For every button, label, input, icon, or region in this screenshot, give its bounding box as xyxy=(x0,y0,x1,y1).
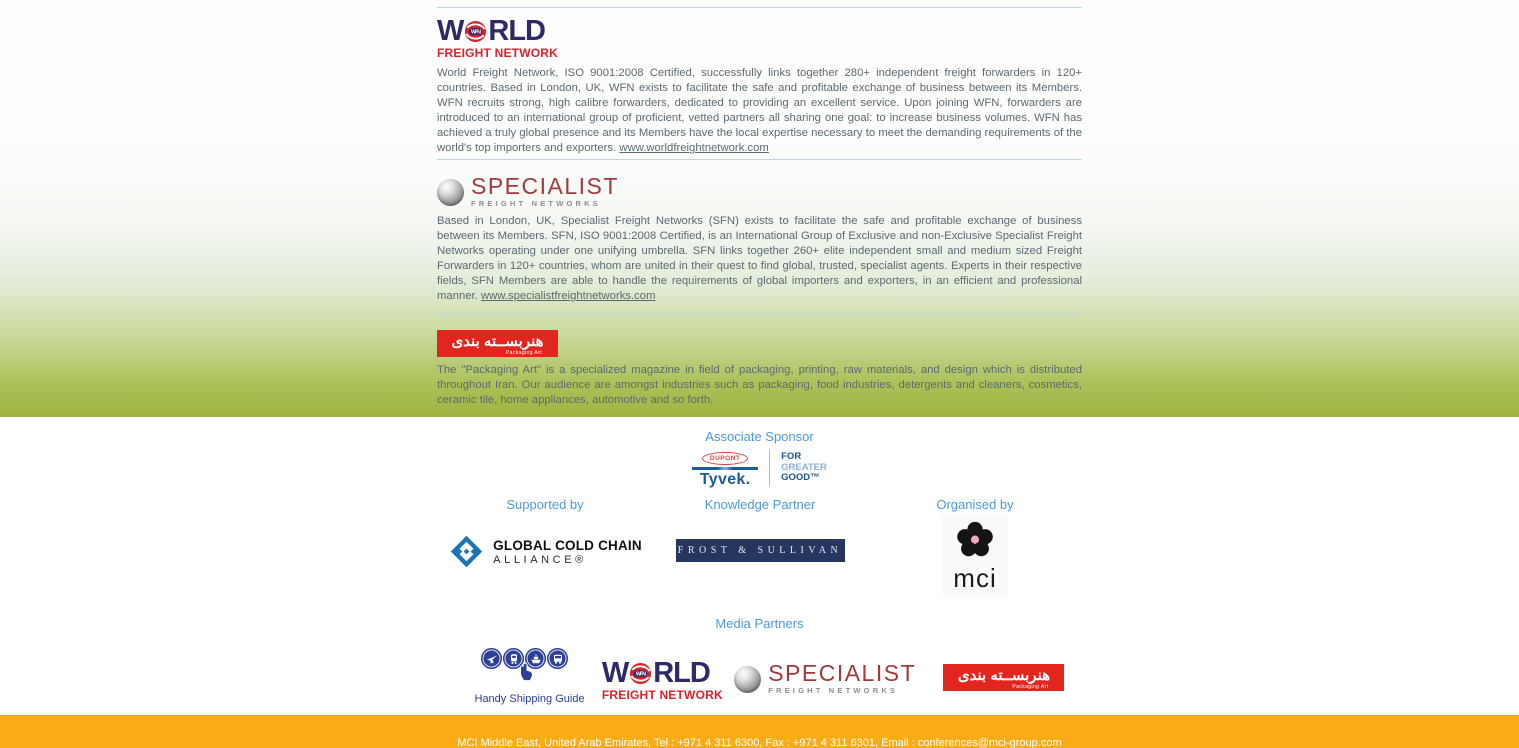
wfn-globe-icon xyxy=(464,20,487,43)
tyvek-wordmark: Tyvek. xyxy=(699,471,751,488)
packaging-art-description xyxy=(437,363,1082,408)
dupont-tyvek-logo xyxy=(0,447,1519,489)
wfn-link[interactable]: www.worldfreightnetwork.com xyxy=(619,142,769,155)
wfn-logo xyxy=(437,15,558,60)
organised-by-column xyxy=(868,497,1083,596)
wfn-logo-word-start: W xyxy=(437,15,464,47)
sponsors-section xyxy=(0,417,1519,715)
section-divider xyxy=(437,159,1082,160)
sfn-sphere-icon xyxy=(734,666,761,693)
supported-by-column xyxy=(438,497,653,596)
sfn-logo-title: SPECIALIST xyxy=(471,173,619,199)
associate-sponsor-heading: Associate Sponsor xyxy=(705,429,814,444)
packaging-art-logo-text: هنربســته بندی xyxy=(957,667,1051,684)
tagline-for: FOR xyxy=(781,451,802,463)
tagline-good: GOOD™ xyxy=(781,472,820,484)
gcca-line1: GLOBAL COLD CHAIN xyxy=(493,537,642,553)
packaging-art-media-logo xyxy=(943,664,1064,691)
wfn-globe-label: WFN xyxy=(471,29,481,36)
sfn-description xyxy=(437,214,1082,305)
mci-logo xyxy=(942,515,1008,596)
media-partners-row xyxy=(475,648,1065,705)
wfn-description xyxy=(437,66,1082,157)
sfn-logo-subtitle: FREIGHT NETWORKS xyxy=(471,199,601,208)
wfn-globe-icon xyxy=(629,662,652,685)
wfn-description-text: World Freight Network, ISO 9001:2008 Certified, successfully links together 280+ independent freight forwarders in 120+ countries. Based in London, UK, WFN exists to facilitate the safe and profitable exchange of business between its Members. WFN recruits strong, high calibre forwarders, dedicated to providing an excellent service. Upon joining WFN, forwarders are introduced to an international group of proficient, vetted partners all sharing one goal: to increase business volumes. WFN has achieved a truly global presence and its Members have the local expertise necessary to meet the demanding requirements of the world's top importers and exporters. xyxy=(437,67,1082,155)
supported-by-heading: Supported by xyxy=(506,497,584,512)
sfn-logo xyxy=(437,173,1082,208)
partner-row xyxy=(438,497,1083,596)
footer-contact: MCI Middle East, United Arab Emirates, Tel : +971 4 311 6300, Fax : +971 4 311 6301, Email : conferences@mci-group.com xyxy=(457,737,1062,748)
sfn-description-text: Based in London, UK, Specialist Freight Networks (SFN) exists to facilitate the safe and profitable exchange of business between its Members. SFN, ISO 9001:2008 Certified, is an International Group of Exclusive and non-Exclusive Specialist Freight Networks operating under one unifying umbrella. SFN links together 260+ elite independent small and medium sized Freight Forwarders in 120+ countries, whom are united in their quest to find global, trusted, specialist agents. Experts in their respective fields, SFN Members are able to handle the requirements of global importers and exporters, in an efficient and professional manner. xyxy=(437,215,1082,303)
packaging-art-block xyxy=(437,330,1082,408)
tyvek-tagline xyxy=(781,452,827,484)
sfn-media-logo xyxy=(734,660,917,695)
gcca-diamond-icon xyxy=(448,533,485,570)
packaging-art-logo-text: هنربســته بندی xyxy=(451,333,544,350)
packaging-art-description-text: The "Packaging Art" is a specialized magazine in field of packaging, printing, raw materials, and design which is distributed throughout Iran. Our audience are amongst industries such as packaging, food industries, detergents and cleaners, cosmetics, ceramic tile, home appliances, automotive and so forth. xyxy=(437,364,1082,407)
wfn-logo-subtitle: FREIGHT NETWORK xyxy=(601,688,723,702)
dupont-oval-icon: DUPONT xyxy=(702,452,748,465)
wfn-media-logo xyxy=(601,657,723,702)
tagline-greater: GREATER xyxy=(781,461,827,473)
handy-shipping-guide-logo xyxy=(474,648,585,705)
sfn-logo-subtitle: FREIGHT NETWORKS xyxy=(768,686,899,695)
sfn-block xyxy=(437,173,1082,305)
frost-sullivan-logo: FROST & SULLIVAN xyxy=(676,539,845,562)
wfn-block xyxy=(437,15,1082,157)
bus-icon xyxy=(547,648,568,669)
wfn-logo-word-end: RLD xyxy=(653,657,710,689)
tyvek-divider xyxy=(769,450,770,486)
top-divider xyxy=(437,7,1082,8)
wfn-logo-word-end: RLD xyxy=(488,15,545,47)
gcca-line2: ALLIANCE® xyxy=(493,553,587,566)
media-partners-heading: Media Partners xyxy=(715,616,804,631)
knowledge-partner-heading: Knowledge Partner xyxy=(704,497,816,512)
wfn-logo-word-start: W xyxy=(601,657,629,689)
packaging-art-logo xyxy=(437,330,558,357)
knowledge-partner-column xyxy=(653,497,868,596)
sfn-link[interactable]: www.specialistfreightnetworks.com xyxy=(480,290,656,303)
wfn-globe-label: WFN xyxy=(636,671,646,678)
section-divider xyxy=(437,313,1082,314)
packaging-art-logo-caption: Packaging Art xyxy=(505,350,542,356)
plane-icon xyxy=(481,648,502,669)
mci-wordmark: mci xyxy=(953,563,997,593)
mci-flower-icon xyxy=(954,519,996,561)
organised-by-heading: Organised by xyxy=(936,497,1014,512)
wfn-logo-subtitle: FREIGHT NETWORK xyxy=(437,46,558,60)
sfn-sphere-icon xyxy=(437,179,464,206)
footer xyxy=(0,715,1519,748)
hand-cursor-icon xyxy=(517,662,535,684)
handy-shipping-guide-label: Handy Shipping Guide xyxy=(474,693,585,705)
tyvek-line xyxy=(692,467,758,470)
sfn-logo-title: SPECIALIST xyxy=(768,660,917,686)
packaging-art-logo-caption: Packaging Art xyxy=(1012,684,1049,690)
gcca-logo xyxy=(448,533,642,570)
